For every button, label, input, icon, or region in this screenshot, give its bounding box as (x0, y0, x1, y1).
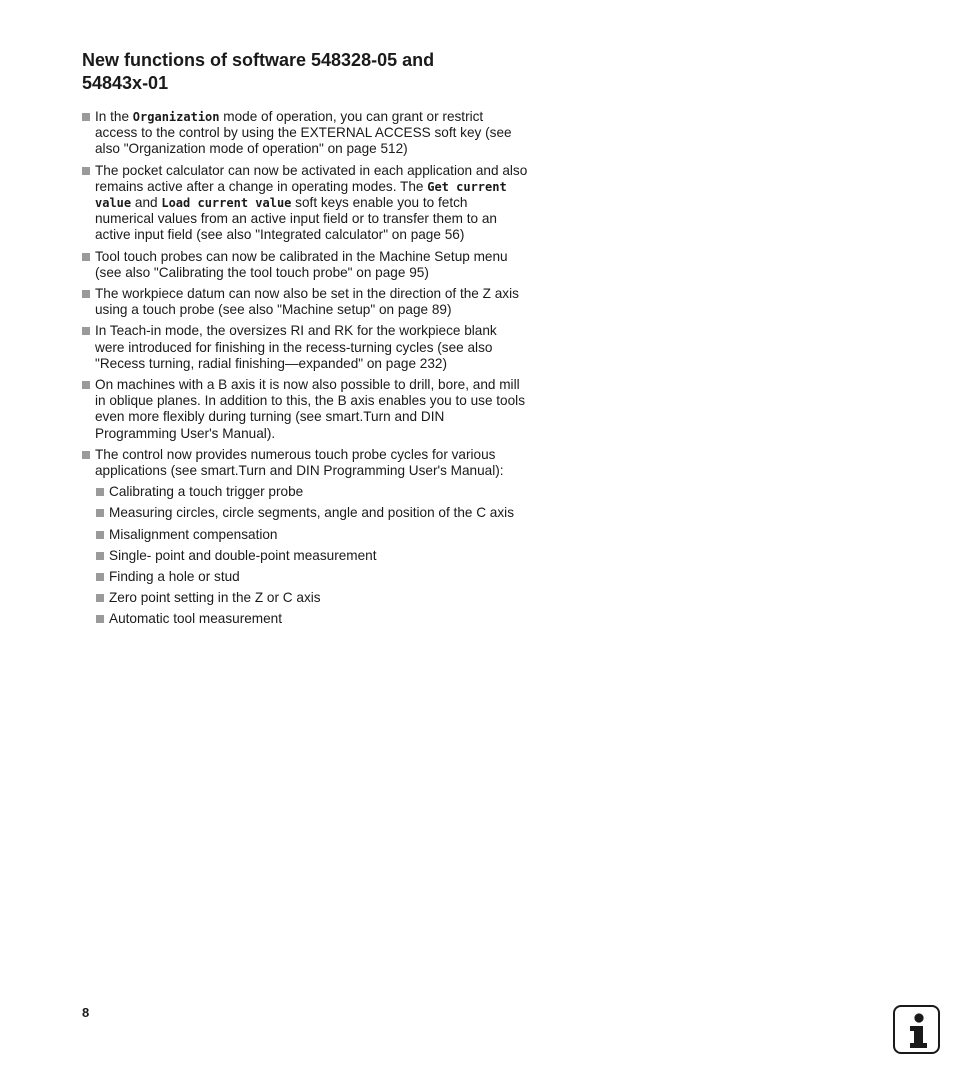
page-number: 8 (82, 1005, 90, 1020)
soft-key-label: Get current value (95, 179, 507, 211)
soft-key-label: Organization (132, 110, 220, 124)
item-text: mode of operation, you can grant or restrict access to the control by using the EXTERNAL ACCESS soft key (see also "Organization mode of operation" on page 512) (95, 109, 512, 157)
sub-item-text: Misalignment compensation (109, 526, 278, 542)
sub-item-text: Automatic tool measurement (109, 611, 283, 627)
list-item (82, 377, 528, 442)
sub-list-item (82, 505, 528, 521)
square-bullet-icon (82, 113, 90, 121)
sub-list-item (82, 590, 528, 606)
square-bullet-icon (96, 509, 104, 517)
square-bullet-icon (82, 253, 90, 261)
info-badge (893, 1005, 940, 1054)
square-bullet-icon (82, 381, 90, 389)
sub-list-item (82, 611, 528, 627)
list-item (82, 447, 528, 479)
item-text: In Teach-in mode, the oversizes RI and RK for the workpiece blank were introduced for finishing in the recess-turning cycles (see also "Recess turning, radial finishing—expanded" on page 232) (95, 323, 497, 371)
list-item (82, 109, 528, 158)
item-text: The pocket calculator can now be activated in each application and also remains active after a change in operating modes. The (95, 162, 528, 194)
item-text: In the (95, 109, 133, 124)
item-text: The control now provides numerous touch probe cycles for various applications (see smart.Turn and DIN Programming User's Manual): (95, 446, 504, 479)
square-bullet-icon (82, 290, 90, 298)
square-bullet-icon (96, 573, 104, 581)
list-item (82, 323, 528, 372)
item-text: soft keys enable you to fetch numerical values from an active input field or to transfer them to an active input field (see also "Integrated calculator" on page 56) (95, 195, 497, 243)
feature-list (82, 109, 528, 633)
list-item (82, 249, 528, 281)
list-item (82, 286, 528, 318)
sub-list-item (82, 569, 528, 585)
page-title-line-1: New functions of software 548328-05 and (82, 50, 435, 70)
square-bullet-icon (96, 594, 104, 602)
soft-key-label: Load current value (161, 196, 292, 211)
sub-item-text: Zero point setting in the Z or C axis (109, 590, 321, 606)
square-bullet-icon (82, 327, 90, 335)
item-text: and (131, 195, 162, 211)
page-title-line-2: 54843x-01 (82, 73, 169, 93)
list-item (82, 163, 528, 244)
item-text: The workpiece datum can now also be set in the direction of the Z axis using a touch probe (see also "Machine setup" on page 89) (95, 286, 519, 318)
sub-item-text: Single- point and double-point measurement (109, 547, 377, 563)
square-bullet-icon (96, 615, 104, 623)
sub-list-item (82, 527, 528, 543)
info-icon (895, 1007, 938, 1052)
item-text: Tool touch probes can now be calibrated in the Machine Setup menu (see also "Calibrating the tool touch probe" on page 95) (95, 248, 508, 280)
touch-probe-cycle-list (82, 484, 528, 627)
sub-item-text: Measuring circles, circle segments, angle and position of the C axis (109, 505, 514, 521)
square-bullet-icon (82, 167, 90, 175)
sub-item-text: Calibrating a touch trigger probe (109, 484, 304, 500)
square-bullet-icon (96, 531, 104, 539)
square-bullet-icon (96, 552, 104, 560)
sub-list-item (82, 484, 528, 500)
item-text: On machines with a B axis it is now also possible to drill, bore, and mill in oblique planes. In addition to this, the B axis enables you to use tools even more flexibly during turning (see smart.Turn and DIN Programming User's Manual). (95, 377, 525, 441)
square-bullet-icon (82, 451, 90, 459)
sub-list-item (82, 548, 528, 564)
page-title (82, 49, 522, 95)
sub-item-text: Finding a hole or stud (109, 569, 240, 585)
square-bullet-icon (96, 488, 104, 496)
